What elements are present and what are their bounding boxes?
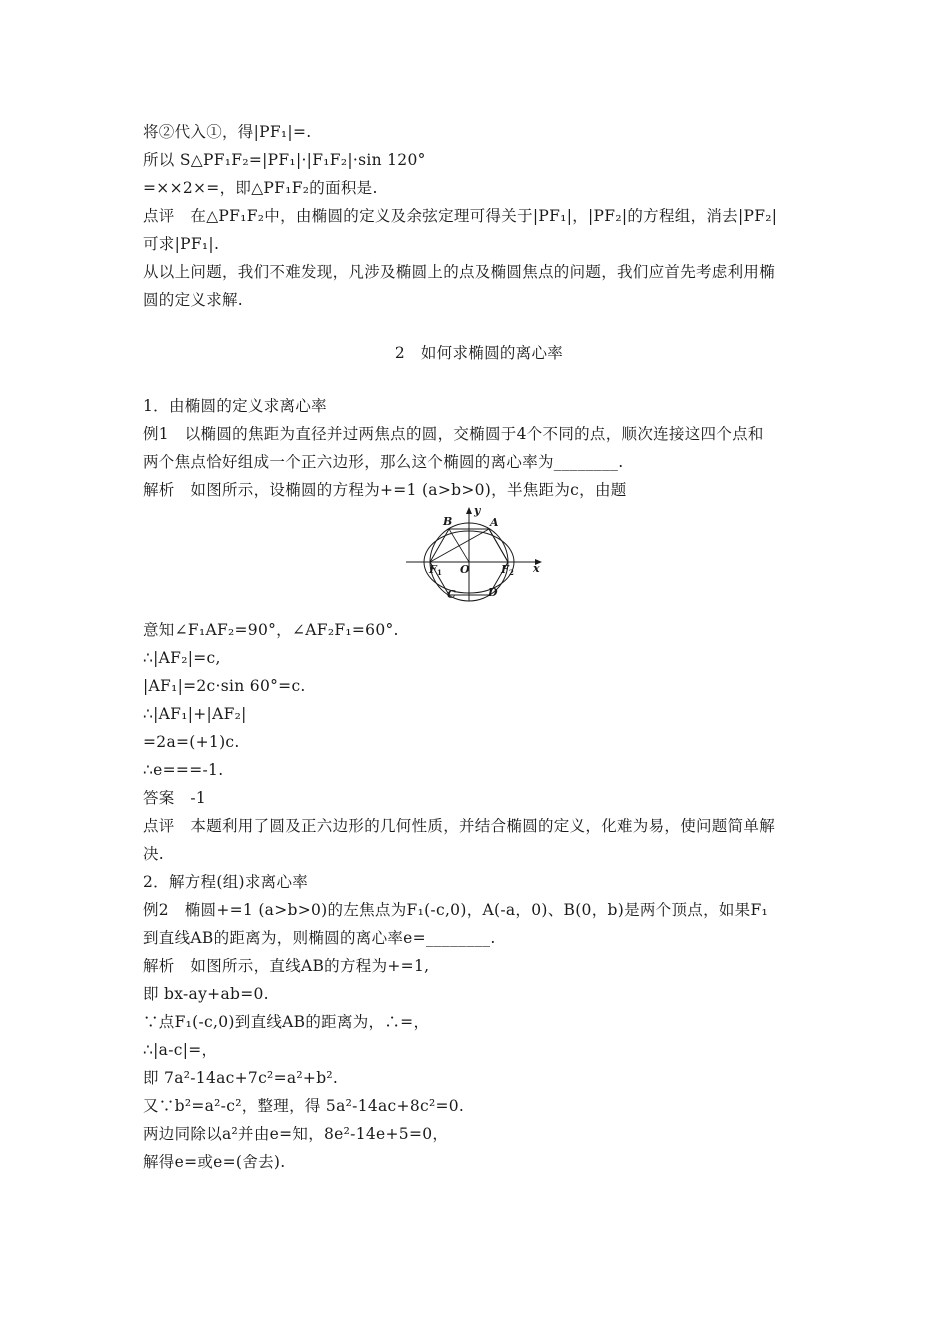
segment-f1-a: [430, 529, 489, 562]
text-line: 解得e=或e=(舍去).: [143, 1153, 286, 1171]
text-line: 意知∠F₁AF₂=90°，∠AF₂F₁=60°.: [143, 621, 399, 639]
subsection-heading: 1．由椭圆的定义求离心率: [143, 397, 327, 415]
label-c: C: [447, 588, 456, 601]
text-line: 点评 本题利用了圆及正六边形的几何性质，并结合椭圆的定义，化难为易，使问题简单解: [143, 817, 776, 835]
answer-line: 答案 -1: [143, 789, 207, 807]
text-line: 将②代入①，得|PF₁|=.: [143, 123, 312, 141]
text-line: ∵点F₁(-c,0)到直线AB的距离为，∴=，: [143, 1013, 430, 1031]
text-line: ∴|AF₂|=c,: [143, 649, 221, 667]
label-a: A: [490, 516, 499, 529]
text-line: 解析 如图所示，直线AB的方程为+=1,: [143, 957, 430, 975]
label-f1: F: [429, 563, 437, 576]
ellipse-hexagon-diagram: [404, 503, 546, 603]
subsection-heading: 2．解方程(组)求离心率: [143, 873, 309, 891]
label-x: x: [533, 562, 540, 575]
text-line: |AF₁|=2c·sin 60°=c.: [143, 677, 306, 695]
text-line: ∴|a-c|=，: [143, 1041, 218, 1059]
text-line: 从以上问题，我们不难发现，凡涉及椭圆上的点及椭圆焦点的问题，我们应首先考虑利用椭: [143, 263, 776, 281]
text-line: 两边同除以a²并由e=知，8e²-14e+5=0，: [143, 1125, 449, 1143]
text-line: 两个焦点恰好组成一个正六边形，那么这个椭圆的离心率为________.: [143, 453, 624, 471]
label-o: O: [460, 563, 470, 576]
text-line: =××2×=，即△PF₁F₂的面积是.: [143, 179, 378, 197]
text-line: 即 bx-ay+ab=0.: [143, 985, 269, 1003]
ellipse-hexagon-figure: [404, 503, 546, 603]
label-f2-sub: 2: [509, 568, 514, 577]
text-line: 点评 在△PF₁F₂中，由椭圆的定义及余弦定理可得关于|PF₁|，|PF₂|的方程组，消去|PF₂|: [143, 207, 778, 225]
section-heading: 2 如何求椭圆的离心率: [394, 344, 564, 362]
text-line: 解析 如图所示，设椭圆的方程为+=1 (a>b>0)，半焦距为c，由题: [143, 481, 627, 499]
label-f1-sub: 1: [437, 568, 442, 577]
text-line: ∴e===-1.: [143, 761, 224, 779]
text-line: ∴|AF₁|+|AF₂|: [143, 705, 247, 723]
text-line: 即 7a²-14ac+7c²=a²+b².: [143, 1069, 339, 1087]
text-line: =2a=(+1)c.: [143, 733, 240, 751]
text-line: 决.: [143, 845, 165, 863]
text-line: 又∵b²=a²-c²，整理，得 5a²-14ac+8c²=0.: [143, 1097, 465, 1115]
text-line: 可求|PF₁|.: [143, 235, 220, 253]
label-b: B: [443, 515, 453, 528]
segment-b-o: [449, 529, 469, 562]
text-line: 圆的定义求解.: [143, 291, 244, 309]
y-axis-arrow: [466, 507, 472, 514]
text-line: 到直线AB的距离为，则椭圆的离心率e=________.: [143, 929, 496, 947]
text-line: 例1 以椭圆的焦距为直径并过两焦点的圆，交椭圆于4个不同的点，顺次连接这四个点和: [143, 425, 764, 443]
label-f2: F: [501, 563, 509, 576]
label-y: y: [474, 504, 481, 517]
segment-a-f2: [489, 529, 508, 562]
text-line: 所以 S△PF₁F₂=|PF₁|·|F₁F₂|·sin 120°: [143, 151, 426, 169]
text-line: 例2 椭圆+=1 (a>b>0)的左焦点为F₁(-c,0)，A(-a，0)、B(0，b)是两个顶点，如果F₁: [143, 901, 769, 919]
label-d: D: [488, 586, 498, 599]
